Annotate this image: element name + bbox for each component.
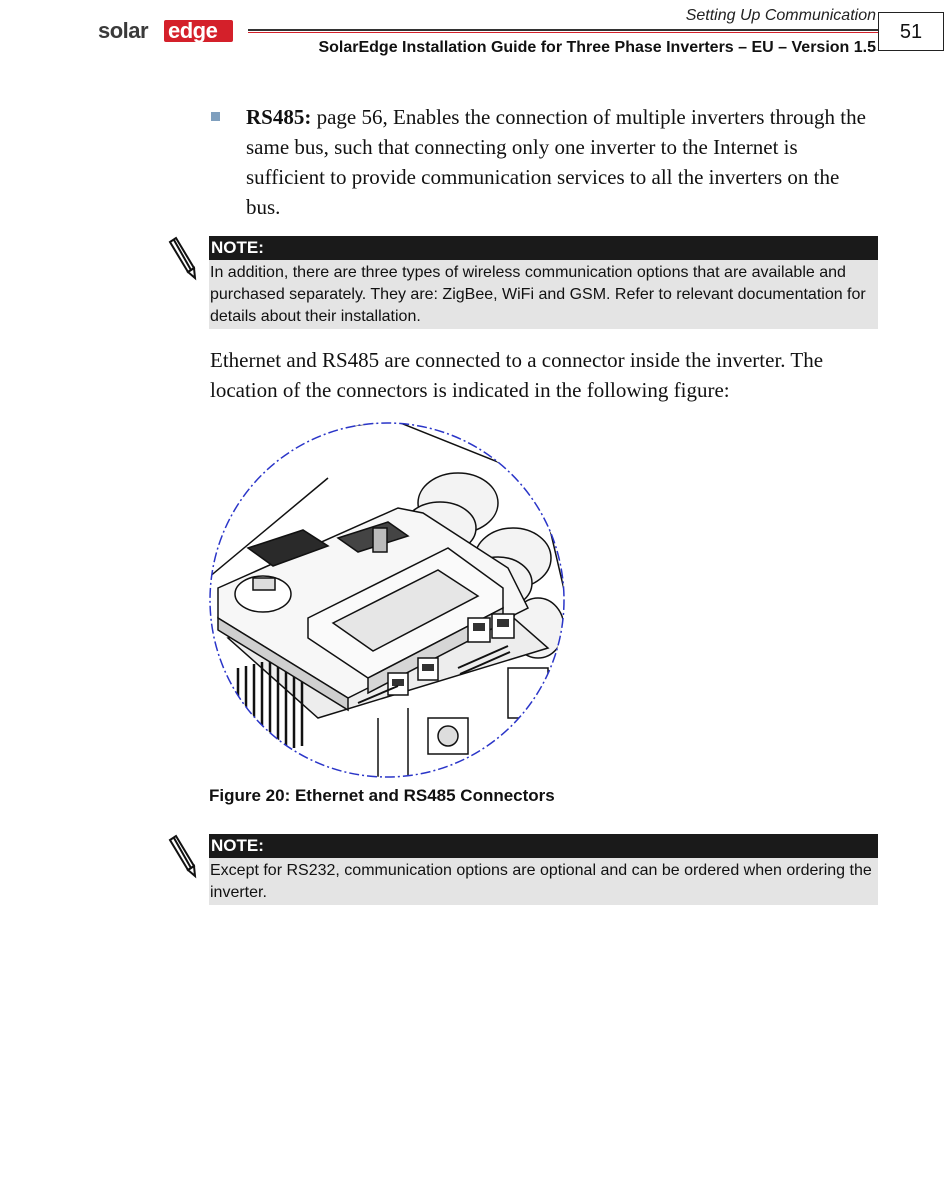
connector-paragraph: Ethernet and RS485 are connected to a connector inside the inverter. The location of the connectors is indicated in the following figure:: [210, 348, 824, 402]
header-rule: [248, 29, 878, 31]
note-heading: NOTE:: [209, 834, 878, 858]
note-body: In addition, there are three types of wireless communication options that are available and purchased separately. They are: ZigBee, WiFi and GSM. Refer to relevant documentation for details about their installation.: [210, 264, 866, 325]
pencil-icon: [166, 234, 198, 282]
note-options: [209, 834, 878, 905]
section-title: Setting Up Communication: [685, 7, 876, 24]
bullet-marker: [211, 112, 220, 121]
document-title: SolarEdge Installation Guide for Three Phase Inverters – EU – Version 1.5: [318, 39, 876, 56]
pencil-icon: [166, 832, 198, 880]
bullet-body: page 56, Enables the connection of multiple inverters through the same bus, such that connecting only one inverter to the Internet is sufficient to provide communication services to all the inverters on the bus.: [246, 105, 866, 219]
rs485-bullet: [246, 102, 876, 222]
logo-solar: solar: [98, 18, 149, 43]
connector-figure: [208, 418, 566, 782]
note-body: Except for RS232, communication options are optional and can be ordered when ordering the inverter.: [210, 862, 872, 901]
logo-edge: edge: [168, 18, 218, 43]
header-accent-rule: [248, 32, 878, 33]
note-heading: NOTE:: [209, 236, 878, 260]
note-wireless: [209, 236, 878, 329]
bullet-term: RS485:: [246, 105, 312, 129]
figure-caption: Figure 20: Ethernet and RS485 Connectors: [209, 786, 555, 805]
page-number: 51: [878, 12, 944, 51]
